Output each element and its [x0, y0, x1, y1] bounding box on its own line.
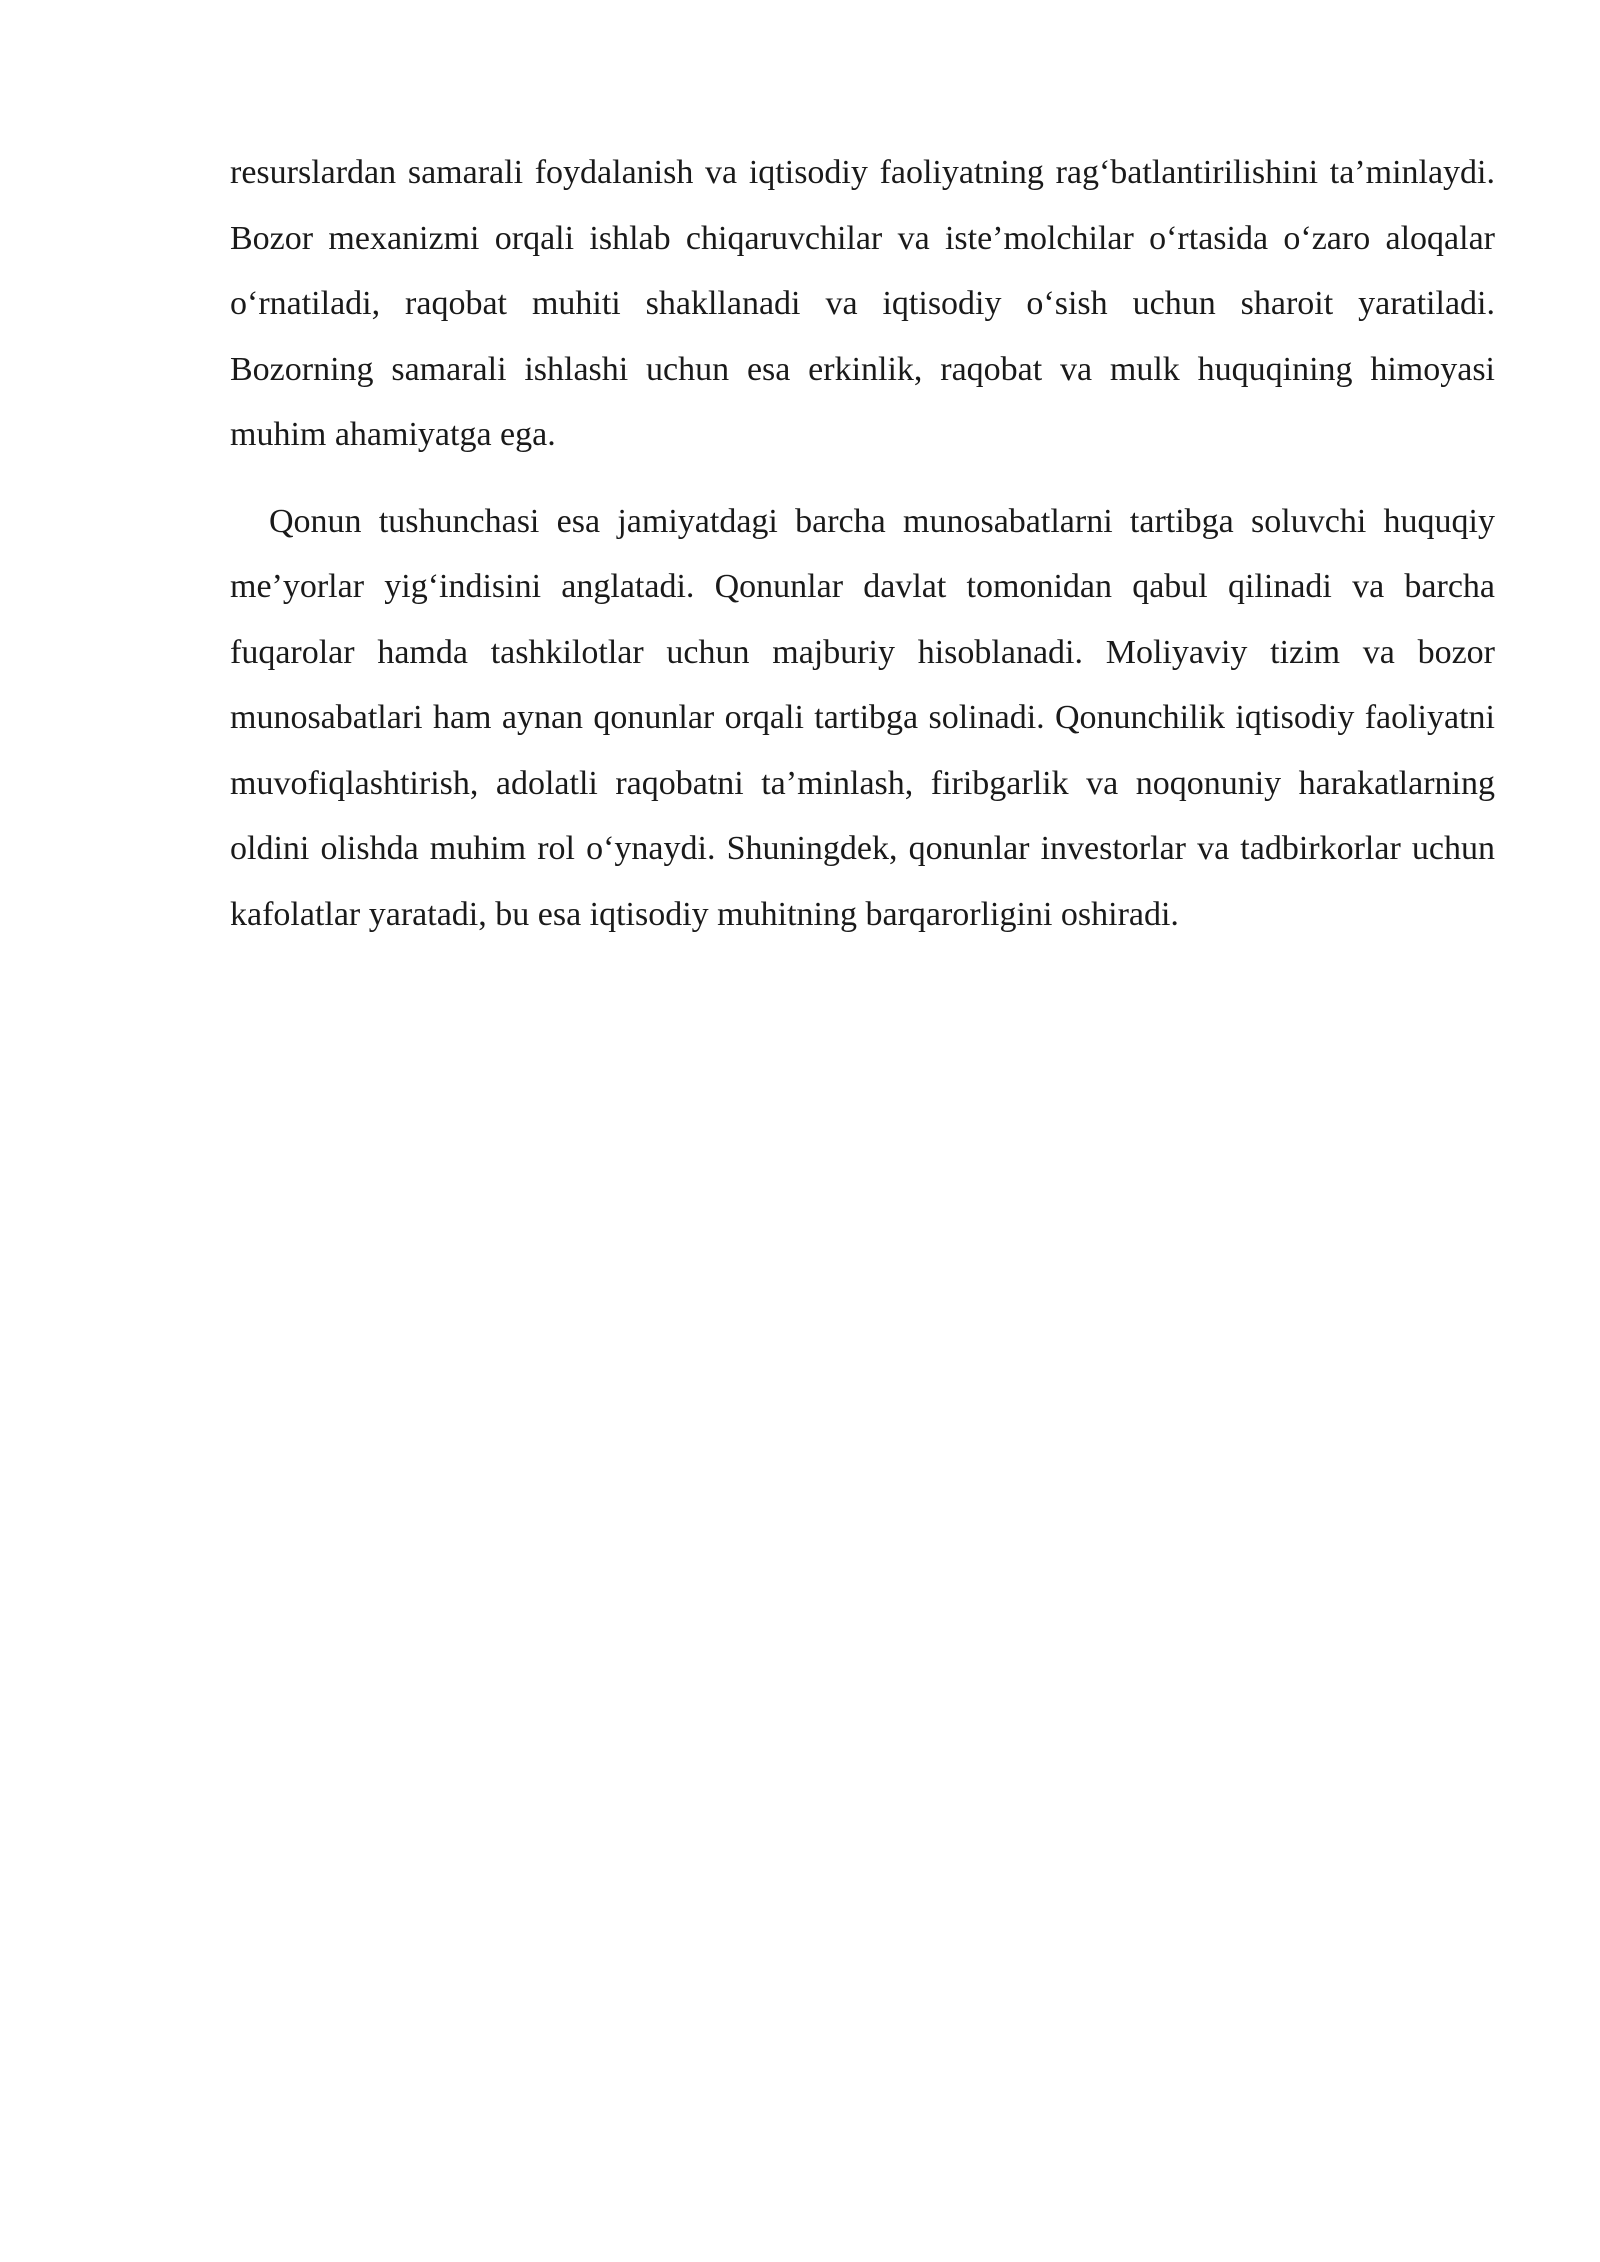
document-body [230, 140, 1495, 947]
paragraph-law-concept: Qonun tushunchasi esa jamiyatdagi barcha munosabatlarni tartibga soluvchi huquqiy me’yorlar yig‘indisini anglatadi. Qonunlar davlat tomonidan qabul qilinadi va barcha fuqarolar hamda tashkilotlar uchun majburiy hisoblanadi. Moliyaviy tizim va bozor munosabatlari ham aynan qonunlar orqali tartibga solinadi. Qonunchilik iqtisodiy faoliyatni muvofiqlashtirish, adolatli raqobatni ta’minlash, firibgarlik va noqonuniy harakatlarning oldini olishda muhim rol o‘ynaydi. Shuningdek, qonunlar investorlar va tadbirkorlar uchun kafolatlar yaratadi, bu esa iqtisodiy muhitning barqarorligini oshiradi. [230, 502, 1495, 933]
paragraph-market-mechanism: resurslardan samarali foydalanish va iqtisodiy faoliyatning rag‘batlantirilishini ta’minlaydi. Bozor mexanizmi orqali ishlab chiqaruvchilar va iste’molchilar o‘rtasida o‘zaro aloqalar o‘rnatiladi, raqobat muhiti shakllanadi va iqtisodiy o‘sish uchun sharoit yaratiladi. Bozorning samarali ishlashi uchun esa erkinlik, raqobat va mulk huquqining himoyasi muhim ahamiyatga ega. [230, 154, 1495, 453]
